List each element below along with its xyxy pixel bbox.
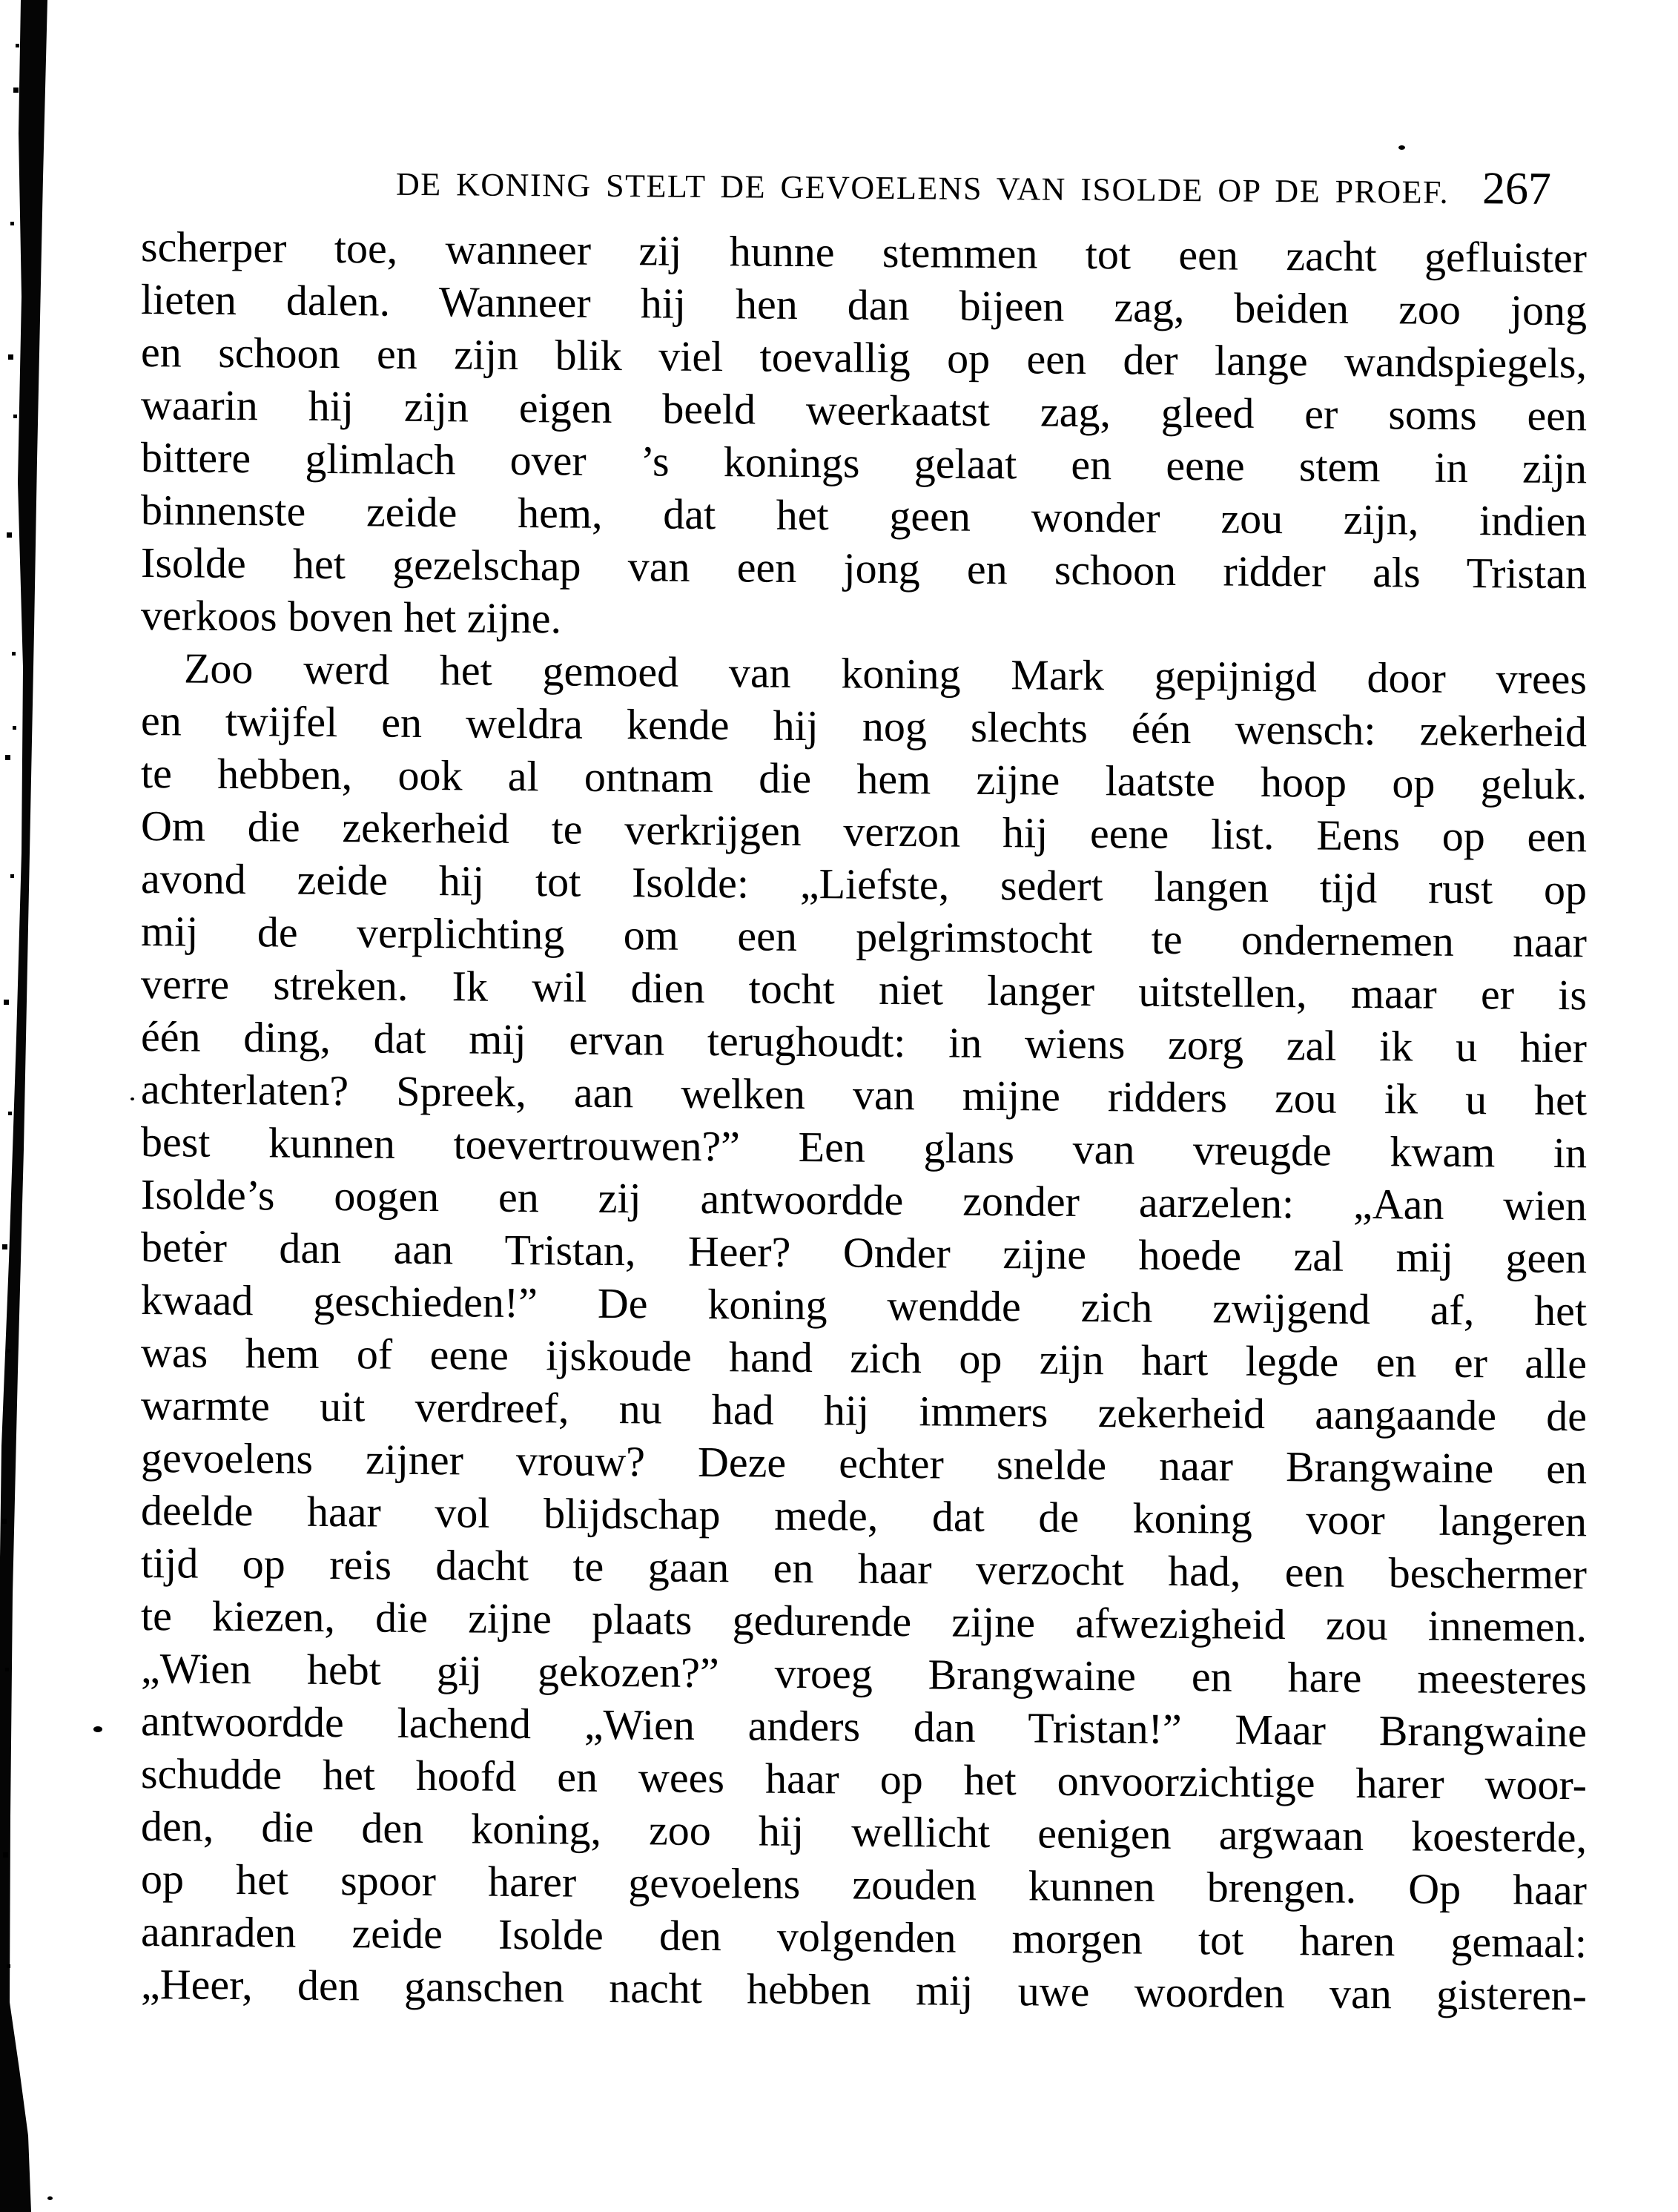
text-line: en twijfel en weldra kende hij nog slechts één wensch: zekerheid xyxy=(141,696,1587,756)
text-line: antwoordde lachend „Wien anders dan Tristan!” Maar Brangwaine xyxy=(141,1697,1587,1757)
text-line: verkoos boven het zijne. xyxy=(141,591,561,643)
scan-speck xyxy=(1398,145,1405,150)
running-header-title: DE KONING STELT DE GEVOELENS VAN ISOLDE OP DE PROEF. xyxy=(395,165,1449,211)
text-line: één ding, dat mij ervan terughoudt: in wiens zorg zal ik u hier xyxy=(141,1012,1587,1072)
text-line: „Heer, den ganschen nacht hebben mij uwe woorden van gisteren- xyxy=(141,1960,1587,2020)
text-line: Om die zekerheid te verkrijgen verzon hij eene list. Eens op een xyxy=(141,802,1587,862)
running-header xyxy=(141,152,1587,219)
text-line: avond zeide hij tot Isolde: „Liefste, sedert langen tijd rust op xyxy=(141,854,1587,914)
page-number: 267 xyxy=(1482,163,1551,214)
text-line: gevoelens zijner vrouw? Deze echter snelde naar Brangwaine en xyxy=(141,1433,1587,1493)
text-line: schudde het hoofd en wees haar op het onvoorzichtige harer woor- xyxy=(141,1749,1587,1809)
text-line: Isolde’s oogen en zij antwoordde zonder aarzelen: „Aan wien xyxy=(141,1170,1587,1230)
text-line: waarin hij zijn eigen beeld weerkaatst zag, gleed er soms een xyxy=(141,380,1587,440)
text-line: beter dan aan Tristan, Heer? Onder zijne hoede zal mij geen xyxy=(141,1223,1587,1283)
text-line: scherper toe, wanneer zij hunne stemmen tot een zacht gefluister xyxy=(141,222,1587,283)
binding-edge-artifact xyxy=(0,0,59,2212)
text-line: warmte uit verdreef, nu had hij immers zekerheid aangaande de xyxy=(141,1381,1587,1441)
text-line: deelde haar vol blijdschap mede, dat de koning voor langeren xyxy=(141,1486,1587,1546)
text-line: tijd op reis dacht te gaan en haar verzocht had, een beschermer xyxy=(141,1539,1587,1599)
text-line: binnenste zeide hem, dat het geen wonder zou zijn, indien xyxy=(141,486,1587,546)
text-line: verre streken. Ik wil dien tocht niet langer uitstellen, maar er is xyxy=(141,960,1587,1020)
text-line: den, die den koning, zoo hij wellicht eenigen argwaan koesterde, xyxy=(141,1802,1587,1862)
text-line: Zoo werd het gemoed van koning Mark gepijnigd door vrees xyxy=(184,644,1587,704)
text-line: aanraden zeide Isolde den volgenden morgen tot haren gemaal: xyxy=(141,1907,1587,1967)
scan-speck xyxy=(93,1726,102,1732)
text-line: op het spoor harer gevoelens zouden kunnen brengen. Op haar xyxy=(141,1855,1587,1915)
scan-speck xyxy=(131,1097,134,1100)
scan-speck xyxy=(47,2196,53,2200)
text-line: was hem of eene ijskoude hand zich op zijn hart legde en er alle xyxy=(141,1328,1587,1388)
text-line: kwaad geschieden!” De koning wendde zich zwijgend af, het xyxy=(141,1275,1587,1336)
text-line: „Wien hebt gij gekozen?” vroeg Brangwaine en hare meesteres xyxy=(141,1644,1587,1704)
page-content xyxy=(141,152,1587,2021)
text-line: en schoon en zijn blik viel toevallig op een der lange wandspiegels, xyxy=(141,328,1587,388)
text-line: lieten dalen. Wanneer hij hen dan bijeen zag, beiden zoo jong xyxy=(141,275,1587,335)
text-line: achterlaten? Spreek, aan welken van mijne ridders zou ik u het xyxy=(141,1065,1587,1125)
text-line: mij de verplichting om een pelgrimstocht te ondernemen naar xyxy=(141,907,1587,967)
body-text xyxy=(141,220,1587,2021)
text-line: te hebben, ook al ontnam die hem zijne laatste hoop op geluk. xyxy=(141,749,1587,809)
text-line: bittere glimlach over ’s konings gelaat en eene stem in zijn xyxy=(141,433,1587,493)
edge-speckle-noise xyxy=(0,0,2,2)
text-line: Isolde het gezelschap van een jong en schoon ridder als Tristan xyxy=(141,538,1587,598)
text-line: te kiezen, die zijne plaats gedurende zijne afwezigheid zou innemen. xyxy=(141,1591,1587,1651)
text-line: best kunnen toevertrouwen?” Een glans van vreugde kwam in xyxy=(141,1117,1587,1178)
